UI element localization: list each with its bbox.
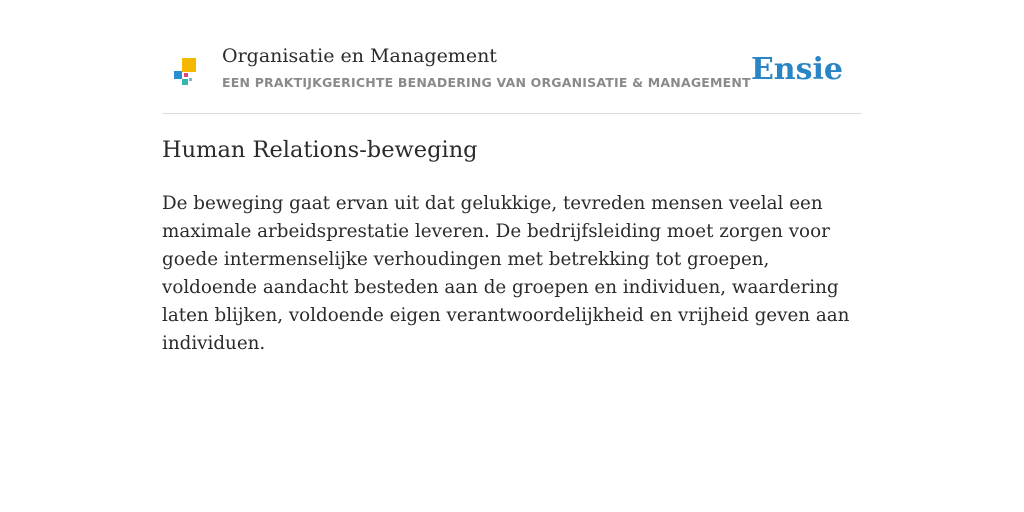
logo-square-blue (174, 71, 182, 79)
colored-squares-logo-icon[interactable] (174, 57, 198, 87)
brand-logo[interactable]: Ensie (750, 52, 843, 87)
logo-square-yellow (182, 58, 196, 72)
article-title: Human Relations-beweging (162, 137, 478, 163)
header (162, 40, 862, 114)
logo-square-lightblue (189, 78, 192, 81)
logo-square-pink (184, 73, 188, 77)
article-body: De beweging gaat ervan uit dat gelukkige, tevreden mensen veelal een maximale arbeidsprestatie leveren. De bedrijfsleiding moet zorgen voor goede intermenselijke verhoudingen met betrekking tot groepen, voldoende aandacht besteden aan de groepen en individuen, waardering laten blijken, voldoende eigen verantwoordelijkheid en vrijheid geven aan individuen. (162, 193, 850, 354)
logo-square-teal (182, 79, 188, 85)
site-title[interactable]: Organisatie en Management (222, 45, 497, 67)
site-subtitle: EEN PRAKTIJKGERICHTE BENADERING VAN ORGANISATIE & MANAGEMENT (222, 75, 751, 90)
